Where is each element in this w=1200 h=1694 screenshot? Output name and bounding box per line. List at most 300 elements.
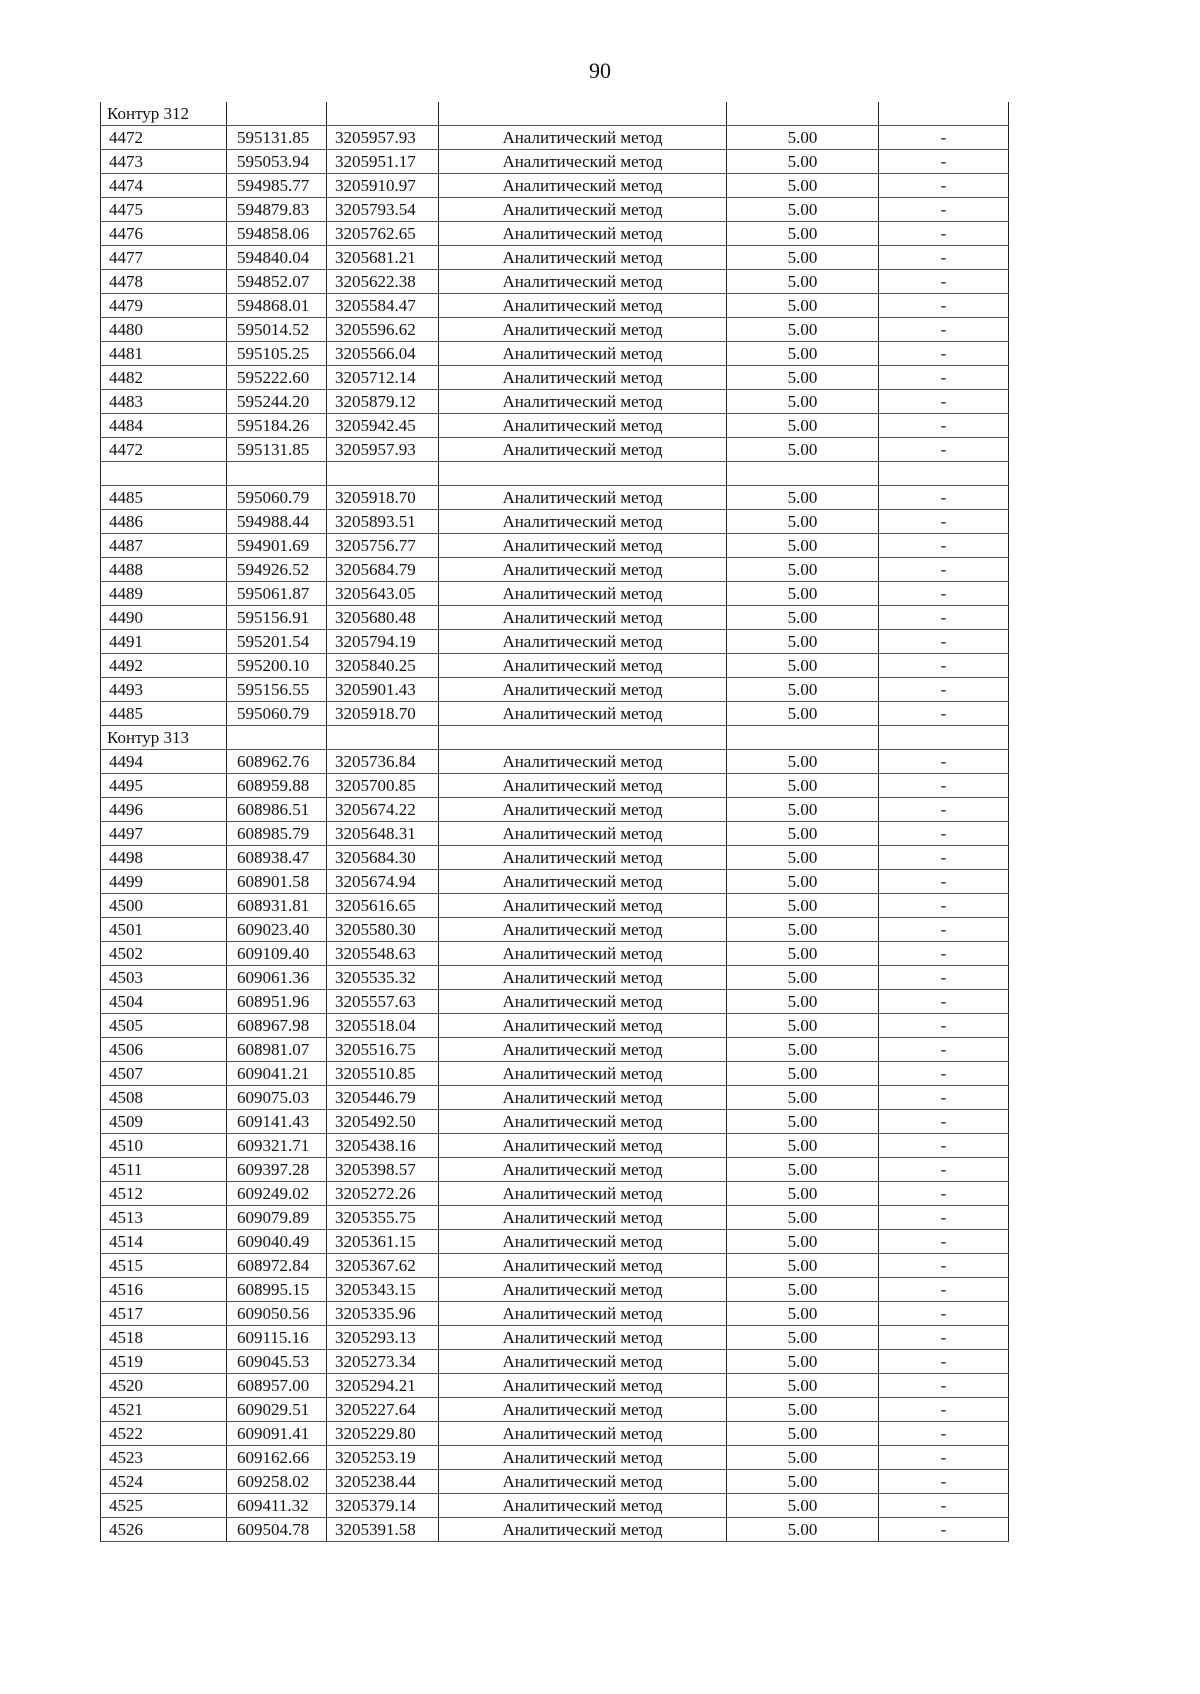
method: Аналитический метод: [439, 414, 727, 438]
coordinates-table: [100, 102, 1009, 1542]
table-row: [101, 1398, 1009, 1422]
method: Аналитический метод: [439, 990, 727, 1014]
point-number: 4495: [101, 774, 227, 798]
empty-cell: [879, 726, 1009, 750]
method: Аналитический метод: [439, 1206, 727, 1230]
point-number: 4479: [101, 294, 227, 318]
point-number: 4500: [101, 894, 227, 918]
point-number: 4520: [101, 1374, 227, 1398]
coordinate-y: 3205684.79: [327, 558, 439, 582]
empty-cell: [227, 102, 327, 126]
empty-cell: [439, 726, 727, 750]
coordinate-y: 3205355.75: [327, 1206, 439, 1230]
empty-cell: [879, 102, 1009, 126]
description: -: [879, 654, 1009, 678]
point-number: 4511: [101, 1158, 227, 1182]
coordinate-x: 608981.07: [227, 1038, 327, 1062]
coordinate-x: 608962.76: [227, 750, 327, 774]
point-number: 4474: [101, 174, 227, 198]
point-number: 4486: [101, 510, 227, 534]
point-number: 4485: [101, 486, 227, 510]
method: Аналитический метод: [439, 1158, 727, 1182]
accuracy: 5.00: [727, 1206, 879, 1230]
description: -: [879, 438, 1009, 462]
table-row: [101, 1158, 1009, 1182]
accuracy: 5.00: [727, 150, 879, 174]
description: -: [879, 1302, 1009, 1326]
coordinate-y: 3205367.62: [327, 1254, 439, 1278]
method: Аналитический метод: [439, 1062, 727, 1086]
description: -: [879, 1230, 1009, 1254]
point-number: 4492: [101, 654, 227, 678]
coordinate-x: 594840.04: [227, 246, 327, 270]
table-row: [101, 414, 1009, 438]
coordinate-x: 609091.41: [227, 1422, 327, 1446]
coordinate-x: 609115.16: [227, 1326, 327, 1350]
description: -: [879, 486, 1009, 510]
accuracy: 5.00: [727, 1518, 879, 1542]
empty-cell: [439, 462, 727, 486]
description: -: [879, 1110, 1009, 1134]
coordinate-y: 3205684.30: [327, 846, 439, 870]
table-row: [101, 198, 1009, 222]
point-number: 4499: [101, 870, 227, 894]
method: Аналитический метод: [439, 150, 727, 174]
description: -: [879, 1518, 1009, 1542]
point-number: 4477: [101, 246, 227, 270]
coordinate-y: 3205794.19: [327, 630, 439, 654]
coordinate-y: 3205681.21: [327, 246, 439, 270]
coordinate-y: 3205793.54: [327, 198, 439, 222]
accuracy: 5.00: [727, 174, 879, 198]
table-row: [101, 750, 1009, 774]
coordinate-y: 3205273.34: [327, 1350, 439, 1374]
method: Аналитический метод: [439, 222, 727, 246]
coordinate-y: 3205674.22: [327, 798, 439, 822]
coordinate-y: 3205294.21: [327, 1374, 439, 1398]
method: Аналитический метод: [439, 1254, 727, 1278]
description: -: [879, 1494, 1009, 1518]
method: Аналитический метод: [439, 1014, 727, 1038]
method: Аналитический метод: [439, 1518, 727, 1542]
coordinate-y: 3205492.50: [327, 1110, 439, 1134]
accuracy: 5.00: [727, 990, 879, 1014]
description: -: [879, 510, 1009, 534]
coordinate-y: 3205293.13: [327, 1326, 439, 1350]
empty-cell: [727, 462, 879, 486]
empty-cell: [101, 462, 227, 486]
accuracy: 5.00: [727, 1350, 879, 1374]
description: -: [879, 774, 1009, 798]
point-number: 4478: [101, 270, 227, 294]
method: Аналитический метод: [439, 510, 727, 534]
coordinate-x: 609040.49: [227, 1230, 327, 1254]
point-number: 4521: [101, 1398, 227, 1422]
method: Аналитический метод: [439, 126, 727, 150]
point-number: 4472: [101, 438, 227, 462]
method: Аналитический метод: [439, 870, 727, 894]
description: -: [879, 1014, 1009, 1038]
method: Аналитический метод: [439, 1446, 727, 1470]
method: Аналитический метод: [439, 1086, 727, 1110]
method: Аналитический метод: [439, 822, 727, 846]
empty-cell: [439, 102, 727, 126]
description: -: [879, 1278, 1009, 1302]
table-row: [101, 1206, 1009, 1230]
coordinate-x: 595131.85: [227, 126, 327, 150]
method: Аналитический метод: [439, 966, 727, 990]
accuracy: 5.00: [727, 606, 879, 630]
accuracy: 5.00: [727, 438, 879, 462]
point-number: 4482: [101, 366, 227, 390]
table-row: [101, 1350, 1009, 1374]
coordinate-x: 595222.60: [227, 366, 327, 390]
method: Аналитический метод: [439, 918, 727, 942]
table-row: [101, 486, 1009, 510]
coordinate-y: 3205622.38: [327, 270, 439, 294]
coordinate-x: 609109.40: [227, 942, 327, 966]
description: -: [879, 270, 1009, 294]
coordinate-y: 3205535.32: [327, 966, 439, 990]
point-number: 4509: [101, 1110, 227, 1134]
method: Аналитический метод: [439, 390, 727, 414]
table-row: [101, 678, 1009, 702]
point-number: 4491: [101, 630, 227, 654]
coordinate-x: 608957.00: [227, 1374, 327, 1398]
table-row: [101, 630, 1009, 654]
accuracy: 5.00: [727, 126, 879, 150]
method: Аналитический метод: [439, 582, 727, 606]
empty-cell: [727, 102, 879, 126]
table-row: [101, 1326, 1009, 1350]
accuracy: 5.00: [727, 1254, 879, 1278]
description: -: [879, 582, 1009, 606]
table-row: [101, 1110, 1009, 1134]
table-row: [101, 1254, 1009, 1278]
point-number: 4490: [101, 606, 227, 630]
accuracy: 5.00: [727, 366, 879, 390]
accuracy: 5.00: [727, 1086, 879, 1110]
accuracy: 5.00: [727, 942, 879, 966]
description: -: [879, 1134, 1009, 1158]
point-number: 4518: [101, 1326, 227, 1350]
empty-cell: [327, 462, 439, 486]
coordinate-x: 595244.20: [227, 390, 327, 414]
coordinate-y: 3205438.16: [327, 1134, 439, 1158]
method: Аналитический метод: [439, 1326, 727, 1350]
coordinate-y: 3205643.05: [327, 582, 439, 606]
method: Аналитический метод: [439, 1398, 727, 1422]
point-number: 4519: [101, 1350, 227, 1374]
method: Аналитический метод: [439, 654, 727, 678]
empty-cell: [227, 462, 327, 486]
coordinate-x: 595060.79: [227, 702, 327, 726]
table-row: [101, 1470, 1009, 1494]
coordinate-y: 3205272.26: [327, 1182, 439, 1206]
point-number: 4504: [101, 990, 227, 1014]
accuracy: 5.00: [727, 678, 879, 702]
method: Аналитический метод: [439, 270, 727, 294]
method: Аналитический метод: [439, 1038, 727, 1062]
blank-separator-row: [101, 462, 1009, 486]
coordinate-y: 3205557.63: [327, 990, 439, 1014]
coordinate-x: 609050.56: [227, 1302, 327, 1326]
table-row: [101, 846, 1009, 870]
point-number: 4485: [101, 702, 227, 726]
table-row: [101, 294, 1009, 318]
accuracy: 5.00: [727, 246, 879, 270]
table-row: [101, 966, 1009, 990]
coordinate-x: 594901.69: [227, 534, 327, 558]
coordinate-x: 595105.25: [227, 342, 327, 366]
coordinate-y: 3205446.79: [327, 1086, 439, 1110]
table-row: [101, 1230, 1009, 1254]
description: -: [879, 678, 1009, 702]
description: -: [879, 966, 1009, 990]
accuracy: 5.00: [727, 918, 879, 942]
coordinate-y: 3205756.77: [327, 534, 439, 558]
coordinate-y: 3205548.63: [327, 942, 439, 966]
coordinate-x: 609041.21: [227, 1062, 327, 1086]
coordinate-x: 609397.28: [227, 1158, 327, 1182]
coordinate-y: 3205596.62: [327, 318, 439, 342]
point-number: 4516: [101, 1278, 227, 1302]
coordinate-y: 3205566.04: [327, 342, 439, 366]
table-row: [101, 1038, 1009, 1062]
coordinate-x: 594988.44: [227, 510, 327, 534]
description: -: [879, 1470, 1009, 1494]
point-number: 4517: [101, 1302, 227, 1326]
method: Аналитический метод: [439, 1110, 727, 1134]
coordinate-y: 3205584.47: [327, 294, 439, 318]
description: -: [879, 1254, 1009, 1278]
point-number: 4524: [101, 1470, 227, 1494]
accuracy: 5.00: [727, 1446, 879, 1470]
method: Аналитический метод: [439, 342, 727, 366]
coordinate-y: 3205398.57: [327, 1158, 439, 1182]
empty-cell: [227, 726, 327, 750]
description: -: [879, 198, 1009, 222]
point-number: 4480: [101, 318, 227, 342]
empty-cell: [327, 726, 439, 750]
coordinate-x: 595060.79: [227, 486, 327, 510]
coordinate-x: 609029.51: [227, 1398, 327, 1422]
description: -: [879, 414, 1009, 438]
description: -: [879, 1086, 1009, 1110]
coordinate-x: 594879.83: [227, 198, 327, 222]
coordinate-y: 3205736.84: [327, 750, 439, 774]
description: -: [879, 1062, 1009, 1086]
point-number: 4475: [101, 198, 227, 222]
accuracy: 5.00: [727, 342, 879, 366]
coordinate-y: 3205957.93: [327, 438, 439, 462]
description: -: [879, 246, 1009, 270]
coordinate-y: 3205712.14: [327, 366, 439, 390]
table-row: [101, 126, 1009, 150]
coordinate-x: 609023.40: [227, 918, 327, 942]
accuracy: 5.00: [727, 1302, 879, 1326]
table-row: [101, 1062, 1009, 1086]
table-row: [101, 534, 1009, 558]
description: -: [879, 1182, 1009, 1206]
table-row: [101, 822, 1009, 846]
coordinate-x: 595156.91: [227, 606, 327, 630]
coordinates-table-wrapper: [100, 102, 1009, 1542]
method: Аналитический метод: [439, 246, 727, 270]
accuracy: 5.00: [727, 798, 879, 822]
coordinate-x: 609411.32: [227, 1494, 327, 1518]
coordinate-y: 3205910.97: [327, 174, 439, 198]
table-row: [101, 174, 1009, 198]
description: -: [879, 630, 1009, 654]
table-row: [101, 1086, 1009, 1110]
point-number: 4502: [101, 942, 227, 966]
description: -: [879, 1446, 1009, 1470]
description: -: [879, 390, 1009, 414]
coordinate-x: 608901.58: [227, 870, 327, 894]
coordinate-x: 594858.06: [227, 222, 327, 246]
coordinate-y: 3205762.65: [327, 222, 439, 246]
coordinate-x: 609061.36: [227, 966, 327, 990]
accuracy: 5.00: [727, 1014, 879, 1038]
description: -: [879, 1038, 1009, 1062]
method: Аналитический метод: [439, 1374, 727, 1398]
coordinate-x: 608931.81: [227, 894, 327, 918]
method: Аналитический метод: [439, 894, 727, 918]
coordinate-x: 609141.43: [227, 1110, 327, 1134]
point-number: 4489: [101, 582, 227, 606]
description: -: [879, 918, 1009, 942]
description: -: [879, 1206, 1009, 1230]
coordinate-y: 3205253.19: [327, 1446, 439, 1470]
coordinate-x: 608959.88: [227, 774, 327, 798]
coordinate-y: 3205957.93: [327, 126, 439, 150]
method: Аналитический метод: [439, 174, 727, 198]
table-row: [101, 606, 1009, 630]
coordinate-y: 3205616.65: [327, 894, 439, 918]
coordinate-x: 609249.02: [227, 1182, 327, 1206]
accuracy: 5.00: [727, 894, 879, 918]
coordinate-y: 3205951.17: [327, 150, 439, 174]
coordinate-y: 3205238.44: [327, 1470, 439, 1494]
coordinate-x: 608938.47: [227, 846, 327, 870]
description: -: [879, 150, 1009, 174]
description: -: [879, 1326, 1009, 1350]
method: Аналитический метод: [439, 318, 727, 342]
coordinate-y: 3205879.12: [327, 390, 439, 414]
coordinate-x: 595131.85: [227, 438, 327, 462]
point-number: 4510: [101, 1134, 227, 1158]
accuracy: 5.00: [727, 1134, 879, 1158]
method: Аналитический метод: [439, 438, 727, 462]
description: -: [879, 1158, 1009, 1182]
accuracy: 5.00: [727, 822, 879, 846]
table-row: [101, 990, 1009, 1014]
method: Аналитический метод: [439, 606, 727, 630]
table-row: [101, 1302, 1009, 1326]
description: -: [879, 1350, 1009, 1374]
table-row: [101, 1422, 1009, 1446]
table-row: [101, 654, 1009, 678]
coordinate-x: 608972.84: [227, 1254, 327, 1278]
table-row: [101, 438, 1009, 462]
method: Аналитический метод: [439, 774, 727, 798]
accuracy: 5.00: [727, 654, 879, 678]
coordinate-x: 594926.52: [227, 558, 327, 582]
method: Аналитический метод: [439, 1422, 727, 1446]
description: -: [879, 894, 1009, 918]
table-row: [101, 942, 1009, 966]
method: Аналитический метод: [439, 630, 727, 654]
method: Аналитический метод: [439, 702, 727, 726]
method: Аналитический метод: [439, 798, 727, 822]
description: -: [879, 798, 1009, 822]
accuracy: 5.00: [727, 1374, 879, 1398]
table-row: [101, 1182, 1009, 1206]
accuracy: 5.00: [727, 1422, 879, 1446]
point-number: 4523: [101, 1446, 227, 1470]
coordinate-y: 3205227.64: [327, 1398, 439, 1422]
point-number: 4493: [101, 678, 227, 702]
coordinate-x: 594868.01: [227, 294, 327, 318]
accuracy: 5.00: [727, 966, 879, 990]
point-number: 4483: [101, 390, 227, 414]
coordinate-y: 3205510.85: [327, 1062, 439, 1086]
coordinate-x: 609075.03: [227, 1086, 327, 1110]
accuracy: 5.00: [727, 846, 879, 870]
coordinate-y: 3205379.14: [327, 1494, 439, 1518]
method: Аналитический метод: [439, 678, 727, 702]
empty-cell: [327, 102, 439, 126]
description: -: [879, 942, 1009, 966]
accuracy: 5.00: [727, 1470, 879, 1494]
description: -: [879, 1374, 1009, 1398]
description: -: [879, 870, 1009, 894]
coordinate-x: 595053.94: [227, 150, 327, 174]
coordinate-y: 3205700.85: [327, 774, 439, 798]
coordinate-x: 609045.53: [227, 1350, 327, 1374]
coordinate-y: 3205893.51: [327, 510, 439, 534]
point-number: 4488: [101, 558, 227, 582]
coordinate-x: 609321.71: [227, 1134, 327, 1158]
accuracy: 5.00: [727, 390, 879, 414]
point-number: 4505: [101, 1014, 227, 1038]
method: Аналитический метод: [439, 846, 727, 870]
coordinate-x: 609258.02: [227, 1470, 327, 1494]
table-row: [101, 222, 1009, 246]
coordinate-x: 595200.10: [227, 654, 327, 678]
point-number: 4496: [101, 798, 227, 822]
method: Аналитический метод: [439, 942, 727, 966]
description: -: [879, 558, 1009, 582]
point-number: 4525: [101, 1494, 227, 1518]
coordinate-y: 3205680.48: [327, 606, 439, 630]
coordinate-x: 595014.52: [227, 318, 327, 342]
accuracy: 5.00: [727, 1326, 879, 1350]
description: -: [879, 1398, 1009, 1422]
accuracy: 5.00: [727, 534, 879, 558]
coordinate-y: 3205335.96: [327, 1302, 439, 1326]
accuracy: 5.00: [727, 1110, 879, 1134]
method: Аналитический метод: [439, 198, 727, 222]
description: -: [879, 846, 1009, 870]
point-number: 4473: [101, 150, 227, 174]
coordinate-x: 609162.66: [227, 1446, 327, 1470]
accuracy: 5.00: [727, 582, 879, 606]
table-row: [101, 918, 1009, 942]
coordinate-x: 608967.98: [227, 1014, 327, 1038]
section-label: Контур 312: [101, 102, 227, 126]
